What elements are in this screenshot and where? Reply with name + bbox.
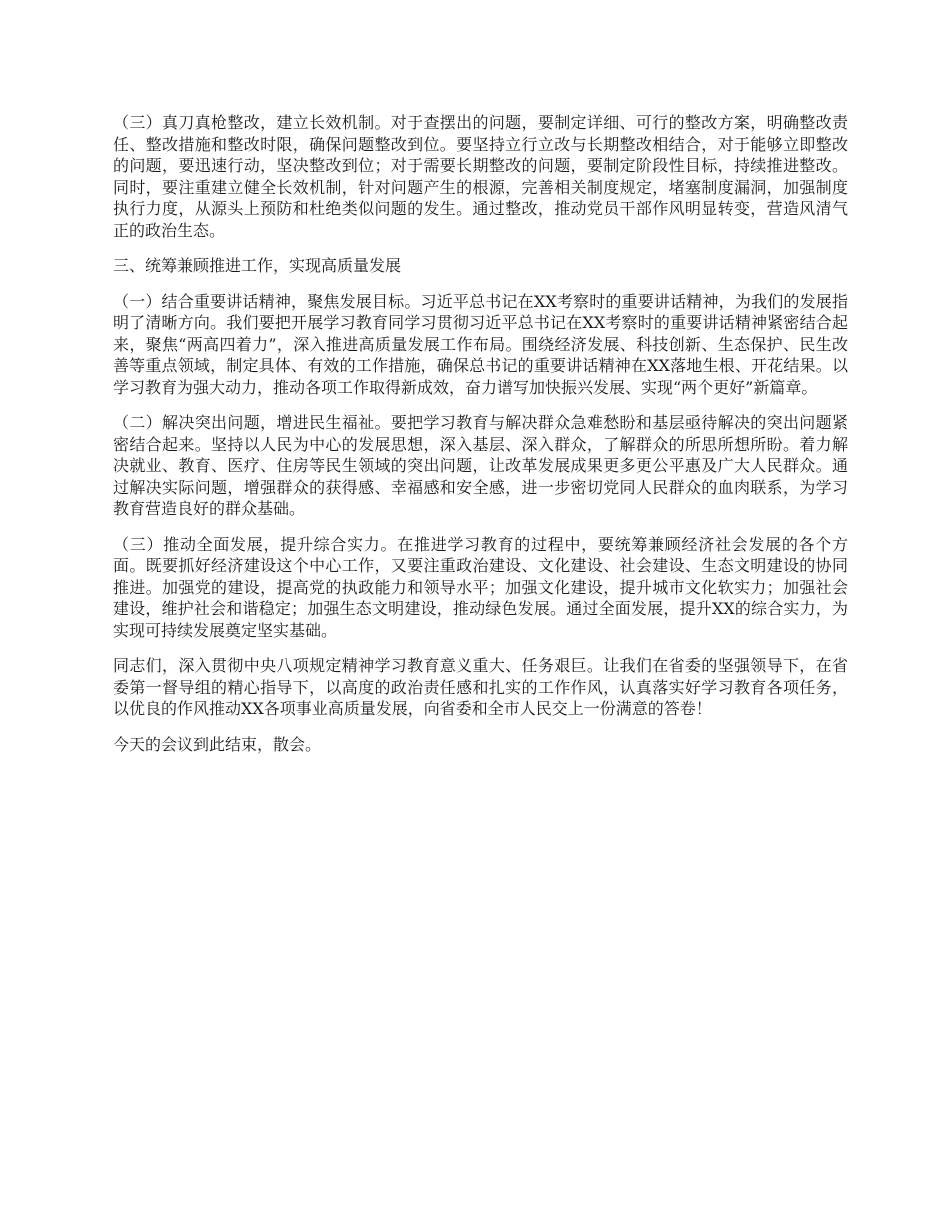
section-heading-three: 三、统筹兼顾推进工作，实现高质量发展 <box>113 256 402 275</box>
document-body <box>113 112 848 769</box>
paragraph-rectification: （三）真刀真枪整改，建立长效机制。对于查摆出的问题，要制定详细、可行的整改方案，明确整改责任、整改措施和整改时限，确保问题整改到位。要坚持立行立改与长期整改相结合，对于能够立即整改的问题，要迅速行动，坚决整改到位；对于需要长期整改的问题，要制定阶段性目标，持续推进整改。同时，要注重建立健全长效机制，针对问题产生的根源，完善相关制度规定，堵塞制度漏洞，加强制度执行力度，从源头上预防和杜绝类似问题的发生。通过整改，推动党员干部作风明显转变，营造风清气正的政治生态。 <box>113 113 848 240</box>
paragraph-livelihood: （二）解决突出问题，增进民生福祉。要把学习教育与解决群众急难愁盼和基层亟待解决的突出问题紧密结合起来。坚持以人民为中心的发展思想，深入基层、深入群众，了解群众的所思所想所盼。着力解决就业、教育、医疗、住房等民生领域的突出问题，让改革发展成果更多更公平惠及广大人民群众。通过解决实际问题，增强群众的获得感、幸福感和安全感，进一步密切党同人民群众的血肉联系，为学习教育营造良好的群众基础。 <box>113 413 848 518</box>
paragraph-closing-call: 同志们，深入贯彻中央八项规定精神学习教育意义重大、任务艰巨。让我们在省委的坚强领导下，在省委第一督导组的精心指导下，以高度的政治责任感和扎实的工作作风，认真落实好学习教育各项任务，以优良的作风推动XX各项事业高质量发展，向省委和全市人民交上一份满意的答卷！ <box>113 656 848 718</box>
paragraph-comprehensive-development: （三）推动全面发展，提升综合实力。在推进学习教育的过程中，要统筹兼顾经济社会发展的各个方面。既要抓好经济建设这个中心工作，又要注重政治建设、文化建设、社会建设、生态文明建设的协同推进。加强党的建设，提高党的执政能力和领导水平；加强文化建设，提升城市文化软实力；加强社会建设，维护社会和谐稳定；加强生态文明建设，推动绿色发展。通过全面发展，提升XX的综合实力，为实现可持续发展奠定坚实基础。 <box>113 534 848 640</box>
paragraph-speech-spirit: （一）结合重要讲话精神，聚焦发展目标。习近平总书记在XX考察时的重要讲话精神，为我们的发展指明了清晰方向。我们要把开展学习教育同学习贯彻习近平总书记在XX考察时的重要讲话精神紧密结合起来，聚焦“两高四着力”，深入推进高质量发展工作布局。围绕经济发展、科技创新、生态保护、民生改善等重点领域，制定具体、有效的工作措施，确保总书记的重要讲话精神在XX落地生根、开花结果。以学习教育为强大动力，推动各项工作取得新成效，奋力谱写加快振兴发展、实现“两个更好”新篇章。 <box>113 291 848 397</box>
paragraph-meeting-end: 今天的会议到此结束，散会。 <box>113 734 322 754</box>
